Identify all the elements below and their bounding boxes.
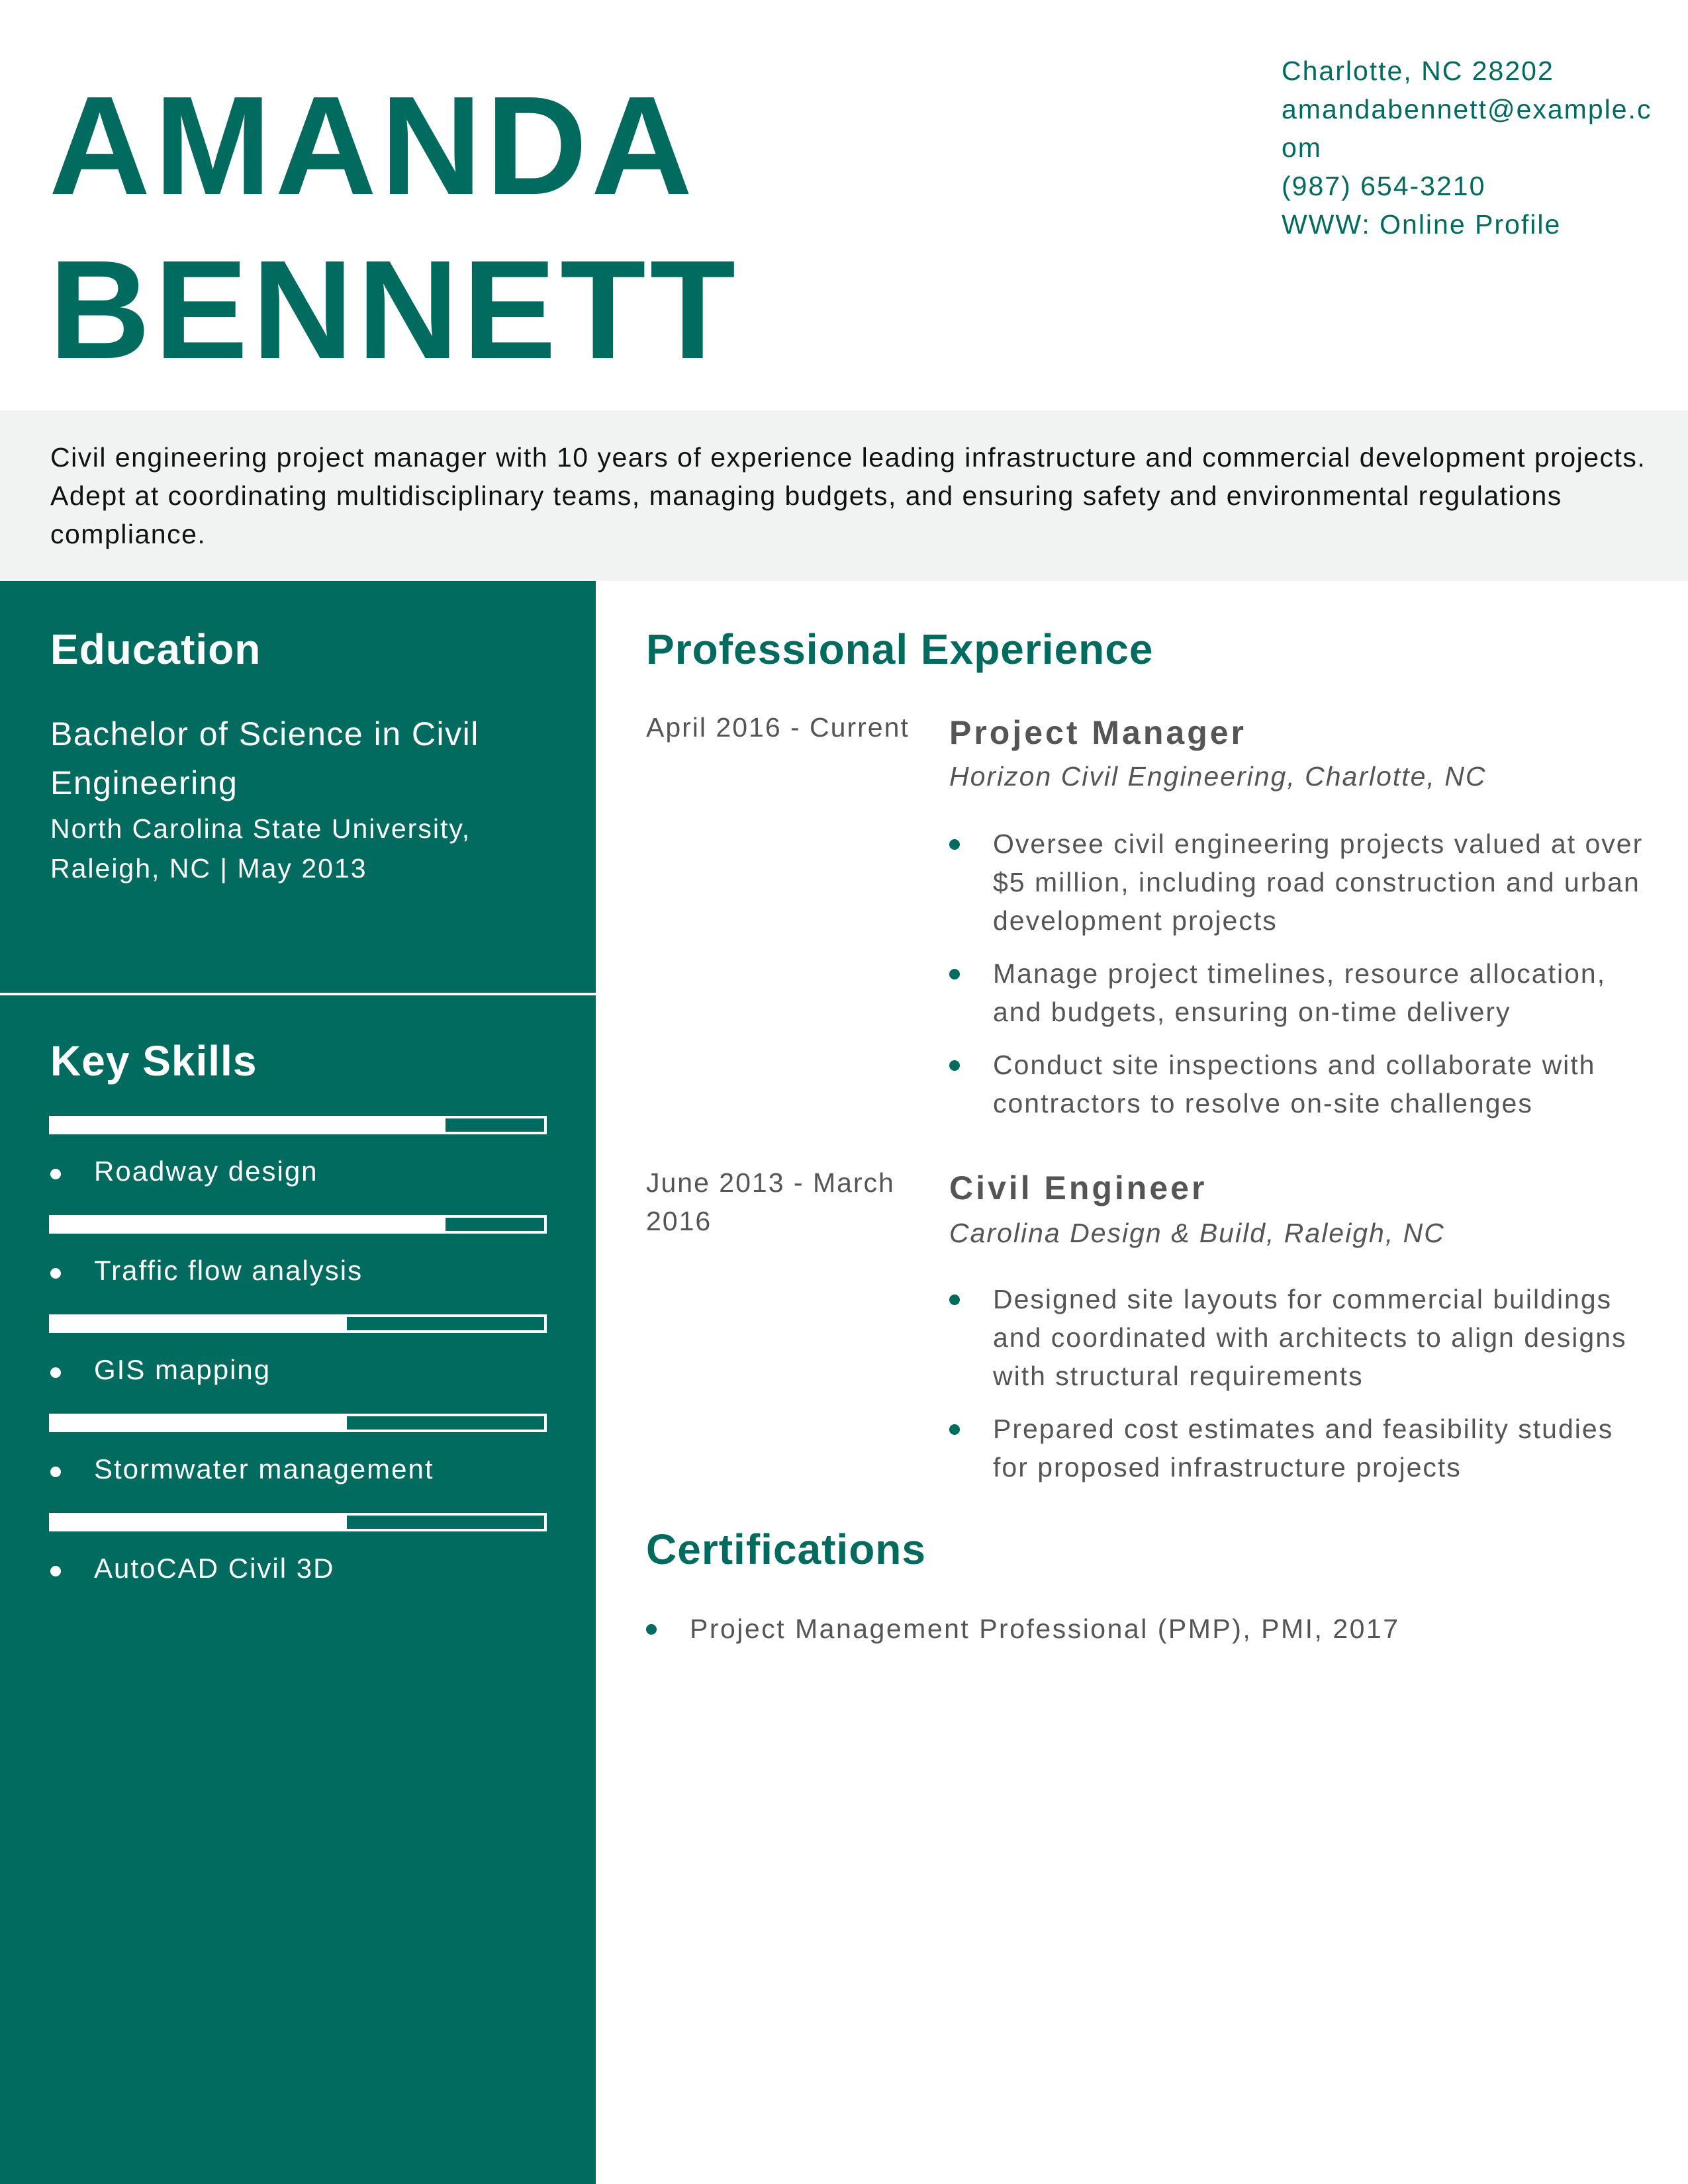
job-dates: April 2016 - Current: [646, 712, 910, 743]
education-school: North Carolina State University, Raleigh, NC | May 2013: [50, 813, 471, 884]
job-bullet-text: Oversee civil engineering projects valued at over $5 million, including road construction and urban development projects: [993, 829, 1644, 936]
bullet-dot-icon: [50, 1268, 61, 1279]
skill-label: GIS mapping: [94, 1354, 271, 1385]
name-first: AMANDA: [49, 67, 697, 224]
skills-heading: Key Skills: [50, 1037, 258, 1085]
bullet-dot-icon: [949, 839, 960, 850]
certification-text: Project Management Professional (PMP), PMI, 2017: [690, 1614, 1400, 1644]
contact-phone: (987) 654-3210: [1282, 171, 1486, 201]
contact-info: [1282, 52, 1652, 244]
bullet-dot-icon: [949, 969, 960, 979]
job-bullet: [949, 1046, 1651, 1122]
job-company: Carolina Design & Build, Raleigh, NC: [949, 1218, 1445, 1248]
bullet-dot-icon: [50, 1566, 61, 1576]
skill-label: Roadway design: [94, 1156, 318, 1187]
skill-label: Traffic flow analysis: [94, 1255, 363, 1286]
skill-level-fill: [52, 1118, 445, 1132]
bullet-dot-icon: [646, 1624, 657, 1635]
certifications-heading: Certifications: [646, 1525, 926, 1573]
skill-level-fill: [52, 1317, 347, 1330]
job-title: Civil Engineer: [949, 1169, 1207, 1206]
bullet-dot-icon: [50, 1467, 61, 1477]
job-bullet: [949, 1410, 1651, 1486]
name-last: BENNETT: [49, 231, 740, 388]
sidebar-divider: [0, 993, 596, 995]
skill-level-fill: [52, 1218, 445, 1231]
skill-level-bar: [49, 1314, 547, 1333]
contact-email[interactable]: amandabennett@example.com: [1282, 94, 1652, 163]
bullet-dot-icon: [949, 1295, 960, 1305]
job-company: Horizon Civil Engineering, Charlotte, NC: [949, 761, 1487, 792]
job-bullet: [949, 825, 1651, 940]
contact-location: Charlotte, NC 28202: [1282, 56, 1554, 86]
skill-level-bar: [49, 1215, 547, 1234]
candidate-name: [49, 64, 739, 392]
certification-item: [646, 1610, 1639, 1648]
contact-website[interactable]: WWW: Online Profile: [1282, 209, 1562, 240]
experience-heading: Professional Experience: [646, 625, 1154, 673]
education-heading: Education: [50, 625, 261, 673]
bullet-dot-icon: [50, 1169, 61, 1179]
professional-summary: Civil engineering project manager with 10 years of experience leading infrastructure and commercial development projects. Adept at coordinating multidisciplinary teams, managing budgets, and ensuring safety and environmental regulations compliance.: [50, 442, 1646, 549]
skill-level-bar: [49, 1513, 547, 1531]
bullet-dot-icon: [949, 1424, 960, 1435]
bullet-dot-icon: [50, 1367, 61, 1378]
education-degree: Bachelor of Science in Civil Engineering: [50, 715, 479, 801]
resume-header: [0, 0, 1688, 410]
job-bullet-text: Conduct site inspections and collaborate with contractors to resolve on-site challenges: [993, 1050, 1596, 1118]
skill-level-fill: [52, 1516, 347, 1529]
job-bullet-text: Prepared cost estimates and feasibility studies for proposed infrastructure projects: [993, 1414, 1614, 1482]
job-dates: June 2013 - March 2016: [646, 1167, 895, 1236]
skill-level-fill: [52, 1416, 347, 1430]
skill-label: Stormwater management: [94, 1453, 434, 1484]
skill-label: AutoCAD Civil 3D: [94, 1553, 335, 1584]
job-bullet-text: Designed site layouts for commercial buildings and coordinated with architects to align designs with structural requirements: [993, 1284, 1627, 1391]
job-title: Project Manager: [949, 714, 1247, 751]
job-bullet-text: Manage project timelines, resource allocation, and budgets, ensuring on-time delivery: [993, 958, 1607, 1027]
job-bullet: [949, 954, 1651, 1031]
skill-level-bar: [49, 1116, 547, 1134]
job-bullet: [949, 1280, 1651, 1395]
skill-level-bar: [49, 1414, 547, 1432]
bullet-dot-icon: [949, 1060, 960, 1071]
